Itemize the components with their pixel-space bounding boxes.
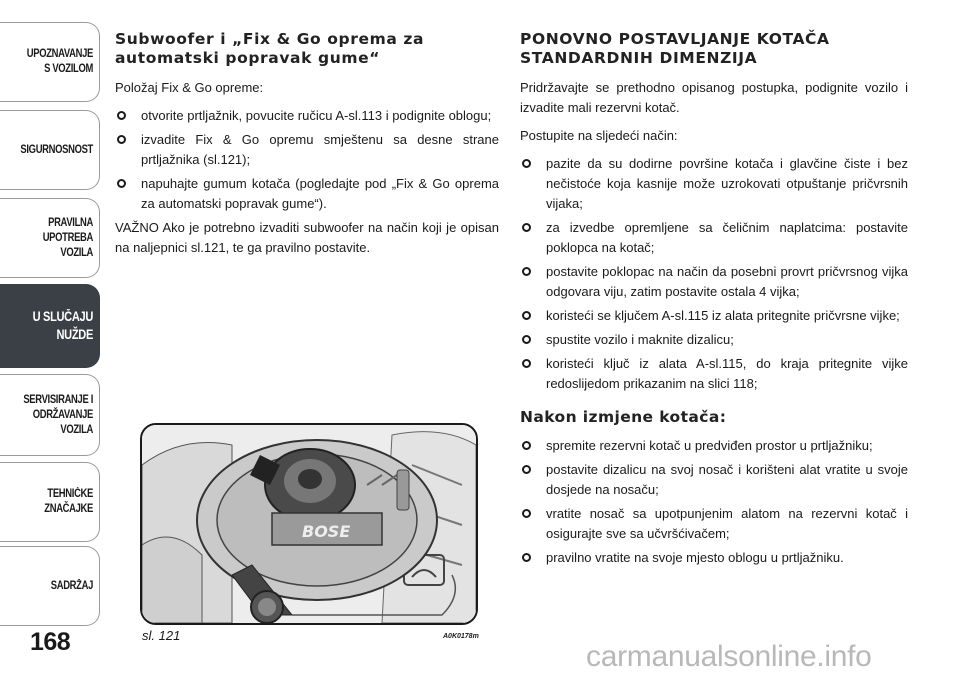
tab-upoznavanje[interactable] bbox=[0, 22, 100, 102]
list-item: spremite rezervni kotač u predviđen prostor u prtljažniku; bbox=[520, 436, 908, 456]
bullet-icon bbox=[522, 267, 531, 276]
list-item: vratite nosač sa upotpunjenim alatom na rezervni kotač i osigurajte sve sa učvršćivačem; bbox=[520, 504, 908, 544]
tab-label: U SLUČAJU NUŽDE bbox=[32, 309, 93, 342]
subwoofer-illustration bbox=[142, 425, 476, 623]
figure-code: A0K0178m bbox=[443, 633, 479, 640]
bullet-icon bbox=[522, 223, 531, 232]
bullet-list bbox=[115, 106, 499, 214]
list-item: postavite poklopac na način da posebni provrt pričvrsnog vijka odgovara viju, zatim postavite ostala 4 vijka; bbox=[520, 262, 908, 302]
list-item: izvadite Fix & Go opremu smještenu sa desne strane prtljažnika (sl.121); bbox=[115, 130, 499, 170]
bullet-icon bbox=[522, 159, 531, 168]
intro-text: Pridržavajte se prethodno opisanog postupka, podignite vozilo i izvadite mali rezervni kotač. bbox=[520, 80, 908, 115]
bullet-list bbox=[520, 436, 908, 568]
list-item: za izvedbe opremljene sa čeličnim naplatcima: postavite poklopca na kotač; bbox=[520, 218, 908, 258]
bullet-icon bbox=[522, 311, 531, 320]
tab-label: SADRŽAJ bbox=[50, 579, 93, 592]
tab-servisiranje[interactable] bbox=[0, 374, 100, 456]
list-item: pravilno vratite na svoje mjesto oblogu u prtljažniku. bbox=[520, 548, 908, 568]
speaker-brand-logo: BOSE bbox=[302, 522, 351, 541]
tab-label: SIGURNOSNOST bbox=[20, 143, 94, 156]
tab-pravilna-upotreba[interactable] bbox=[0, 198, 100, 278]
tab-sigurnosnost[interactable] bbox=[0, 110, 100, 190]
bullet-icon bbox=[117, 111, 126, 120]
list-item: napuhajte gumum kotača (pogledajte pod „Fix & Go oprema za automatski popravak gume“). bbox=[115, 174, 499, 214]
bullet-icon bbox=[522, 553, 531, 562]
tab-label: UPOZNAVANJE S VOZILOM bbox=[26, 48, 93, 75]
bullet-icon bbox=[522, 359, 531, 368]
list-item: otvorite prtljažnik, povucite ručicu A-sl.113 i podignite oblogu; bbox=[115, 106, 499, 126]
bullet-icon bbox=[522, 509, 531, 518]
intro-text: Postupite na sljedeći način: bbox=[520, 128, 678, 143]
section-heading-wheel-refit: PONOVNO POSTAVLJANJE KOTAČA STANDARDNIH DIMENZIJA bbox=[520, 30, 830, 67]
figure-caption: sl. 121 bbox=[142, 628, 181, 643]
list-item: spustite vozilo i maknite dizalicu; bbox=[520, 330, 908, 350]
right-column bbox=[520, 30, 908, 572]
left-column bbox=[115, 30, 499, 266]
subheading-after-change: Nakon izmjene kotača: bbox=[520, 408, 727, 426]
bullet-list bbox=[520, 154, 908, 394]
list-item: postavite dizalicu na svoj nosač i korišteni alat vratite u svoje dosjede na nosaču; bbox=[520, 460, 908, 500]
tab-tehnicke-znacajke[interactable] bbox=[0, 462, 100, 542]
tab-label: PRAVILNA UPOTREBA VOZILA bbox=[42, 216, 93, 259]
important-note: VAŽNO Ako je potrebno izvaditi subwoofer na način koji je opisan na naljepnici sl.121, te ga pravilno postavite. bbox=[115, 220, 499, 255]
bullet-icon bbox=[522, 465, 531, 474]
list-item: pazite da su dodirne površine kotača i glavčine čiste i bez nečistoće koja kasnije može uzrokovati otpuštanje pričvrsnih vijaka; bbox=[520, 154, 908, 214]
list-item: koristeći se ključem A-sl.115 iz alata pritegnite pričvrsne vijke; bbox=[520, 306, 908, 326]
tab-label: SERVISIRANJE I ODRŽAVANJE VOZILA bbox=[23, 393, 93, 436]
section-heading-subwoofer: Subwoofer i „Fix & Go oprema za automatski popravak gume“ bbox=[115, 30, 425, 67]
tab-sadrzaj[interactable] bbox=[0, 546, 100, 626]
bullet-icon bbox=[522, 441, 531, 450]
page-number: 168 bbox=[30, 628, 71, 656]
list-item: koristeći ključ iz alata A-sl.115, do kraja pritegnite vijke redoslijedom prikazanim na slici 118; bbox=[520, 354, 908, 394]
bullet-icon bbox=[117, 179, 126, 188]
intro-text: Položaj Fix & Go opreme: bbox=[115, 80, 264, 95]
bullet-icon bbox=[522, 335, 531, 344]
watermark-text: carmanualsonline.info bbox=[586, 640, 872, 673]
figure-subwoofer-spare-wheel bbox=[140, 423, 478, 625]
tab-u-slucaju-nuzde[interactable] bbox=[0, 284, 100, 368]
bullet-icon bbox=[117, 135, 126, 144]
tab-label: TEHNIČKE ZNAČAJKE bbox=[44, 488, 93, 515]
